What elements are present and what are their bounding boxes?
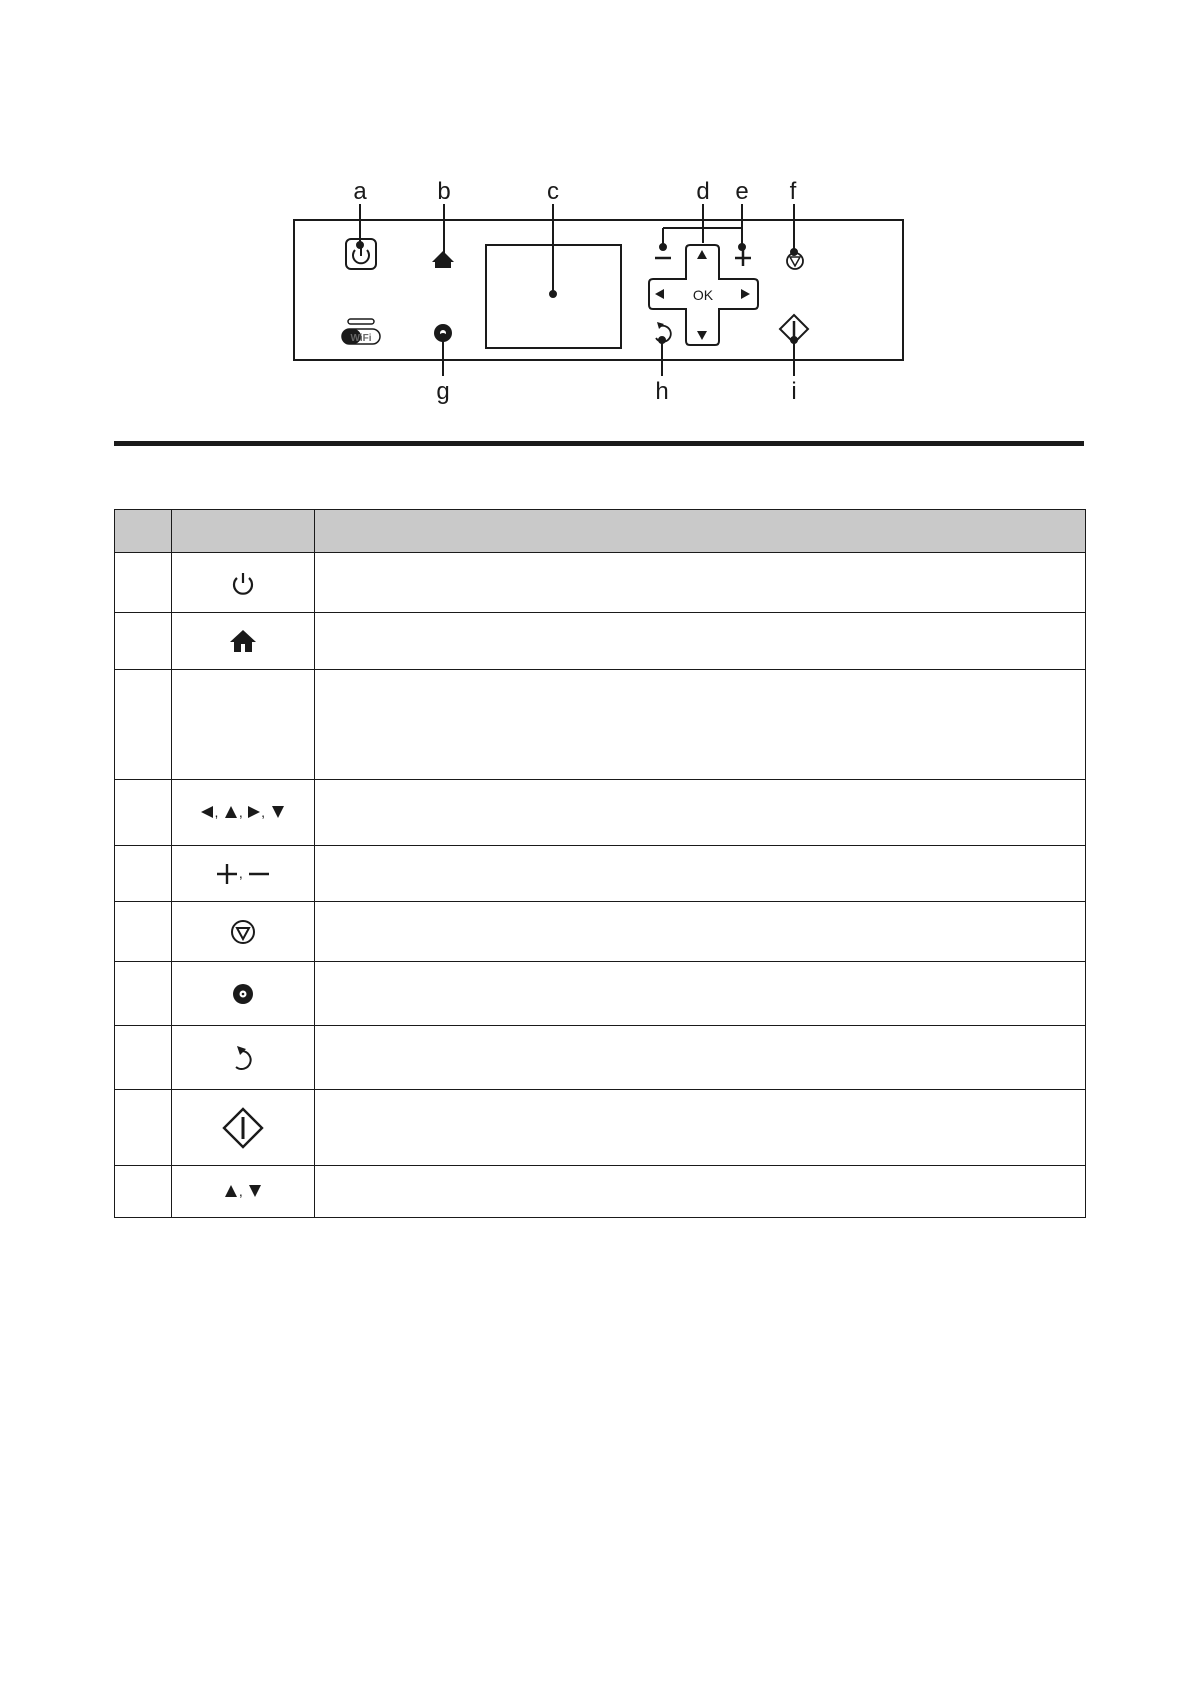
separator: , — [261, 803, 266, 820]
callout-c: c — [547, 178, 559, 205]
control-panel-diagram — [0, 0, 1190, 420]
panel-plus-button — [735, 250, 751, 266]
start-icon — [222, 1107, 264, 1149]
table-row — [115, 902, 1086, 962]
row-icon-cell — [172, 553, 315, 613]
ok-button-label: OK — [692, 287, 714, 303]
callout-f: f — [789, 178, 797, 205]
header-ref — [115, 510, 172, 553]
row-ref — [115, 846, 172, 902]
separator: , — [238, 864, 243, 881]
callout-d: d — [696, 178, 710, 205]
control-panel-svg — [0, 0, 1190, 420]
row-icon-cell — [172, 780, 315, 846]
table-row — [115, 1026, 1086, 1090]
row-ref — [115, 553, 172, 613]
row-icon-cell — [172, 846, 315, 902]
callout-i: i — [791, 378, 797, 405]
home-icon — [228, 628, 258, 654]
panel-wifi-indicator — [342, 319, 380, 344]
row-description — [315, 962, 1086, 1026]
down-arrow-icon — [247, 1183, 263, 1199]
table-row — [115, 780, 1086, 846]
header-icon — [172, 510, 315, 553]
row-description — [315, 613, 1086, 670]
separator: , — [214, 803, 219, 820]
row-ref — [115, 902, 172, 962]
power-icon — [230, 570, 256, 596]
down-arrow-icon — [270, 804, 286, 820]
callout-g: g — [436, 378, 450, 405]
row-description — [315, 1090, 1086, 1166]
panel-dpad — [649, 245, 758, 345]
row-description — [315, 780, 1086, 846]
row-icon-cell — [172, 1026, 315, 1090]
plus-icon — [215, 862, 239, 886]
row-icon-cell — [172, 613, 315, 670]
row-description — [315, 846, 1086, 902]
table-row — [115, 846, 1086, 902]
callout-e: e — [735, 178, 749, 205]
up-arrow-icon — [223, 804, 239, 820]
separator: , — [238, 803, 243, 820]
minus-icon — [247, 862, 271, 886]
section-rule — [114, 441, 1084, 446]
separator: , — [238, 1182, 243, 1199]
table-row — [115, 553, 1086, 613]
back-icon — [230, 1043, 256, 1073]
table-row — [115, 1090, 1086, 1166]
row-ref — [115, 1166, 172, 1218]
callout-h: h — [655, 378, 669, 405]
row-ref — [115, 670, 172, 780]
control-reference-table — [114, 509, 1086, 1218]
stop-icon — [230, 919, 256, 945]
row-ref — [115, 780, 172, 846]
row-icon-cell — [172, 962, 315, 1026]
row-description — [315, 1026, 1086, 1090]
table-row — [115, 613, 1086, 670]
row-icon-cell — [172, 670, 315, 780]
wifi-label: WiFi — [350, 333, 372, 344]
row-ref — [115, 613, 172, 670]
callout-b: b — [437, 178, 451, 205]
row-icon-cell — [172, 1090, 315, 1166]
panel-outline — [294, 220, 903, 360]
row-icon-cell — [172, 1166, 315, 1218]
row-ref — [115, 1090, 172, 1166]
header-description — [315, 510, 1086, 553]
table-header-row — [115, 510, 1086, 553]
right-arrow-icon — [247, 804, 261, 820]
table-row — [115, 670, 1086, 780]
table-row — [115, 962, 1086, 1026]
row-description — [315, 1166, 1086, 1218]
row-ref — [115, 1026, 172, 1090]
table-row — [115, 1166, 1086, 1218]
row-description — [315, 670, 1086, 780]
cd-dvd-icon — [231, 982, 255, 1006]
callout-leader-lines — [357, 204, 797, 376]
callout-a: a — [353, 178, 367, 205]
row-description — [315, 902, 1086, 962]
row-description — [315, 553, 1086, 613]
left-arrow-icon — [200, 804, 214, 820]
up-arrow-icon — [223, 1183, 239, 1199]
row-icon-cell — [172, 902, 315, 962]
row-ref — [115, 962, 172, 1026]
